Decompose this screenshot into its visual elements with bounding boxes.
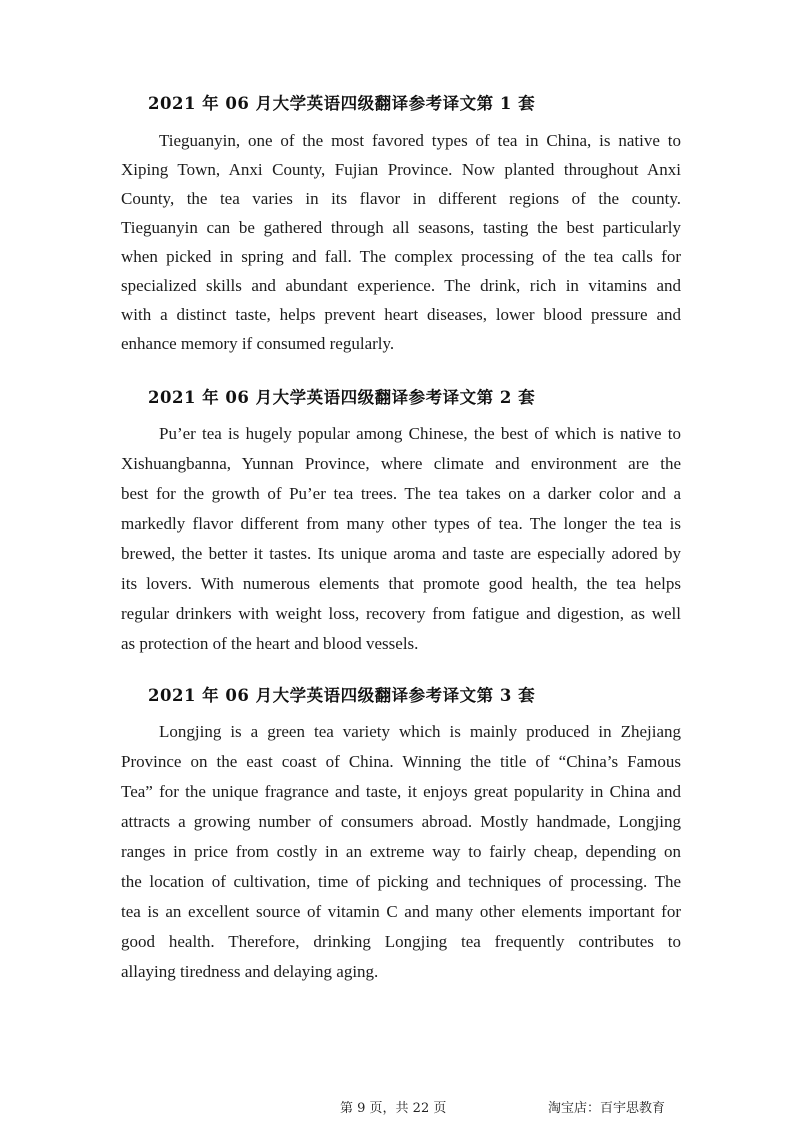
section-1-line: specialized skills and abundant experience. The drink, rich in vitamins and [121, 276, 681, 295]
section-3-line: attracts a growing number of consumers abroad. Mostly handmade, Longjing [121, 812, 681, 831]
section-2-line: as protection of the heart and blood vessels. [121, 634, 419, 653]
section-1-line: Tieguanyin, one of the most favored types of tea in China, is native to [159, 131, 681, 150]
section-2-line: Pu’er tea is hugely popular among Chinese, the best of which is native to [159, 424, 681, 443]
page-number: 第 9 页，共 22 页 [340, 1101, 447, 1116]
section-1-line: Xiping Town, Anxi County, Fujian Province. Now planted throughout Anxi [121, 160, 681, 179]
section-2-heading: 2021 年 06 月大学英语四级翻译参考译文第 2 套 [148, 388, 536, 407]
section-2-line: brewed, the better it tastes. Its unique aroma and taste are especially adored by [121, 544, 681, 563]
section-3-heading: 2021 年 06 月大学英语四级翻译参考译文第 3 套 [148, 686, 536, 705]
section-3-line: the location of cultivation, time of picking and techniques of processing. The [121, 872, 681, 891]
shop-label: 淘宝店：百宇思教育 [548, 1101, 666, 1116]
section-3-line: allaying tiredness and delaying aging. [121, 962, 379, 981]
section-2-line: its lovers. With numerous elements that promote good health, the tea helps [121, 574, 681, 593]
section-2-line: Xishuangbanna, Yunnan Province, where climate and environment are the [121, 454, 681, 473]
section-2-line: regular drinkers with weight loss, recovery from fatigue and digestion, as well [121, 604, 681, 623]
section-1-line: with a distinct taste, helps prevent heart diseases, lower blood pressure and [121, 305, 681, 324]
section-3-line: Province on the east coast of China. Winning the title of “China’s Famous [121, 752, 681, 771]
section-1-line: when picked in spring and fall. The complex processing of the tea calls for [121, 247, 681, 266]
section-1-line: County, the tea varies in its flavor in different regions of the county. [121, 189, 681, 208]
section-1-heading: 2021 年 06 月大学英语四级翻译参考译文第 1 套 [148, 94, 536, 113]
section-2-line: best for the growth of Pu’er tea trees. The tea takes on a darker color and a [121, 484, 681, 503]
section-1-line: enhance memory if consumed regularly. [121, 334, 395, 353]
section-3-line: good health. Therefore, drinking Longjing tea frequently contributes to [121, 932, 681, 951]
section-3-line: Tea” for the unique fragrance and taste, it enjoys great popularity in China and [121, 782, 681, 801]
section-1-line: Tieguanyin can be gathered through all seasons, tasting the best particularly [121, 218, 681, 237]
section-2-line: markedly flavor different from many other types of tea. The longer the tea is [121, 514, 681, 533]
section-3-line: tea is an excellent source of vitamin C and many other elements important for [121, 902, 681, 921]
section-3-line: Longjing is a green tea variety which is mainly produced in Zhejiang [159, 722, 681, 741]
section-3-line: ranges in price from costly in an extreme way to fairly cheap, depending on [121, 842, 681, 861]
